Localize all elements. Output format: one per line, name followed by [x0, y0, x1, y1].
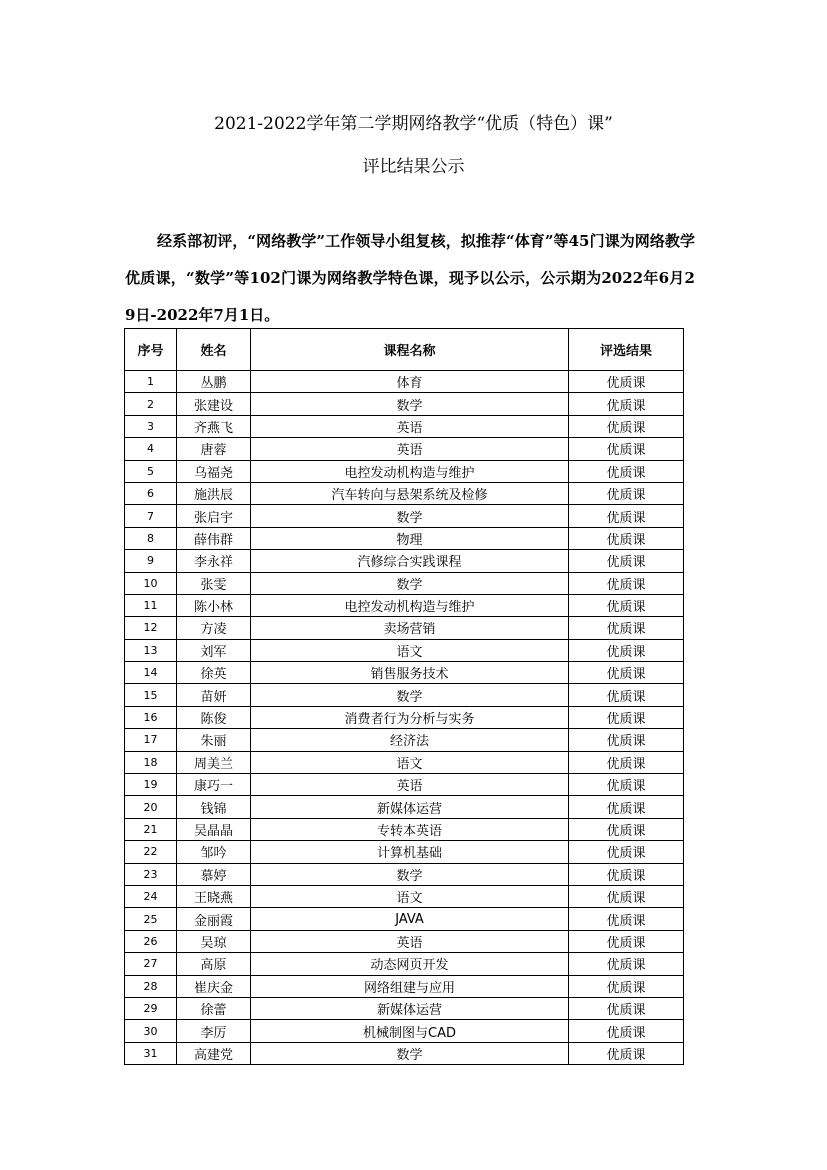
cell-name: 方凌	[177, 617, 251, 639]
cell-result: 优质课	[569, 684, 684, 706]
cell-result: 优质课	[569, 505, 684, 527]
cell-name: 唐蓉	[177, 438, 251, 460]
cell-course: 英语	[251, 415, 569, 437]
cell-course: 网络组建与应用	[251, 975, 569, 997]
table-row	[125, 662, 684, 684]
header-name: 姓名	[177, 329, 251, 371]
cell-name: 薛伟群	[177, 527, 251, 549]
document-title: 2021-2022学年第二学期网络教学“优质（特色）课”	[214, 114, 613, 134]
cell-no: 25	[125, 908, 177, 930]
cell-result: 优质课	[569, 997, 684, 1019]
cell-no: 24	[125, 885, 177, 907]
cell-result: 优质课	[569, 438, 684, 460]
table-row	[125, 706, 684, 728]
cell-result: 优质课	[569, 460, 684, 482]
cell-result: 优质课	[569, 729, 684, 751]
cell-course: 数学	[251, 1042, 569, 1064]
table-row	[125, 393, 684, 415]
cell-course: 数学	[251, 393, 569, 415]
cell-result: 优质课	[569, 1020, 684, 1042]
table-row	[125, 482, 684, 504]
cell-course: 数学	[251, 505, 569, 527]
table-row	[125, 729, 684, 751]
cell-name: 李永祥	[177, 550, 251, 572]
table-row	[125, 438, 684, 460]
cell-course: 英语	[251, 774, 569, 796]
table-row	[125, 908, 684, 930]
cell-course: 英语	[251, 930, 569, 952]
cell-no: 1	[125, 371, 177, 393]
header-course: 课程名称	[251, 329, 569, 371]
cell-result: 优质课	[569, 908, 684, 930]
cell-name: 吴晶晶	[177, 818, 251, 840]
cell-result: 优质课	[569, 796, 684, 818]
table-row	[125, 751, 684, 773]
table-row	[125, 1042, 684, 1064]
cell-no: 14	[125, 662, 177, 684]
table-row	[125, 841, 684, 863]
table-row	[125, 371, 684, 393]
cell-name: 高原	[177, 953, 251, 975]
cell-course: 卖场营销	[251, 617, 569, 639]
cell-name: 刘军	[177, 639, 251, 661]
header-result: 评选结果	[569, 329, 684, 371]
cell-no: 3	[125, 415, 177, 437]
header-no: 序号	[125, 329, 177, 371]
cell-no: 6	[125, 482, 177, 504]
cell-name: 慕婷	[177, 863, 251, 885]
cell-result: 优质课	[569, 371, 684, 393]
cell-course: 消费者行为分析与实务	[251, 706, 569, 728]
cell-no: 30	[125, 1020, 177, 1042]
cell-name: 张雯	[177, 572, 251, 594]
cell-name: 康巧一	[177, 774, 251, 796]
cell-result: 优质课	[569, 617, 684, 639]
cell-result: 优质课	[569, 751, 684, 773]
cell-result: 优质课	[569, 572, 684, 594]
cell-no: 21	[125, 818, 177, 840]
table-row	[125, 639, 684, 661]
cell-no: 5	[125, 460, 177, 482]
cell-no: 7	[125, 505, 177, 527]
cell-course: 电控发动机构造与维护	[251, 594, 569, 616]
cell-course: 计算机基础	[251, 841, 569, 863]
cell-name: 陈俊	[177, 706, 251, 728]
table-row	[125, 684, 684, 706]
cell-no: 19	[125, 774, 177, 796]
cell-course: 数学	[251, 863, 569, 885]
cell-course: 动态网页开发	[251, 953, 569, 975]
cell-result: 优质课	[569, 482, 684, 504]
cell-result: 优质课	[569, 706, 684, 728]
cell-name: 高建党	[177, 1042, 251, 1064]
intro-paragraph: 经系部初评，“网络教学”工作领导小组复核，拟推荐“体育”等45门课为网络教学优质课，“数学”等102门课为网络教学特色课，现予以公示，公示期为2022年6月29日-2022年7月1日。	[125, 232, 695, 324]
cell-no: 17	[125, 729, 177, 751]
cell-course: 数学	[251, 572, 569, 594]
cell-result: 优质课	[569, 863, 684, 885]
cell-result: 优质课	[569, 527, 684, 549]
cell-no: 2	[125, 393, 177, 415]
cell-result: 优质课	[569, 1042, 684, 1064]
table-header-row	[125, 329, 684, 371]
cell-name: 金丽霞	[177, 908, 251, 930]
table-row	[125, 885, 684, 907]
cell-no: 16	[125, 706, 177, 728]
cell-name: 崔庆金	[177, 975, 251, 997]
table-row	[125, 953, 684, 975]
cell-result: 优质课	[569, 975, 684, 997]
table-row	[125, 460, 684, 482]
cell-name: 朱丽	[177, 729, 251, 751]
cell-course: 体育	[251, 371, 569, 393]
cell-result: 优质课	[569, 885, 684, 907]
cell-course: 语文	[251, 639, 569, 661]
cell-no: 15	[125, 684, 177, 706]
cell-result: 优质课	[569, 550, 684, 572]
cell-no: 13	[125, 639, 177, 661]
cell-no: 31	[125, 1042, 177, 1064]
cell-course: 新媒体运营	[251, 997, 569, 1019]
cell-course: 语文	[251, 885, 569, 907]
table-row	[125, 774, 684, 796]
cell-name: 王晓燕	[177, 885, 251, 907]
cell-no: 8	[125, 527, 177, 549]
cell-name: 张启宇	[177, 505, 251, 527]
cell-no: 28	[125, 975, 177, 997]
cell-course: 数学	[251, 684, 569, 706]
cell-course: 汽修综合实践课程	[251, 550, 569, 572]
cell-name: 邹吟	[177, 841, 251, 863]
cell-name: 钱锦	[177, 796, 251, 818]
cell-course: 英语	[251, 438, 569, 460]
document-subtitle: 评比结果公示	[362, 157, 465, 177]
table-row	[125, 594, 684, 616]
cell-name: 张建设	[177, 393, 251, 415]
cell-result: 优质课	[569, 930, 684, 952]
cell-name: 施洪辰	[177, 482, 251, 504]
cell-name: 乌福尧	[177, 460, 251, 482]
table-row	[125, 415, 684, 437]
cell-course: 电控发动机构造与维护	[251, 460, 569, 482]
cell-no: 29	[125, 997, 177, 1019]
cell-result: 优质课	[569, 415, 684, 437]
cell-no: 9	[125, 550, 177, 572]
results-table	[124, 328, 684, 1065]
cell-no: 11	[125, 594, 177, 616]
cell-name: 徐英	[177, 662, 251, 684]
table-row	[125, 818, 684, 840]
table-row	[125, 572, 684, 594]
cell-no: 4	[125, 438, 177, 460]
cell-course: 经济法	[251, 729, 569, 751]
cell-result: 优质课	[569, 818, 684, 840]
cell-no: 18	[125, 751, 177, 773]
table-row	[125, 997, 684, 1019]
table-row	[125, 505, 684, 527]
cell-name: 吴琼	[177, 930, 251, 952]
cell-no: 20	[125, 796, 177, 818]
cell-name: 周美兰	[177, 751, 251, 773]
cell-course: 汽车转向与悬架系统及检修	[251, 482, 569, 504]
table-row	[125, 527, 684, 549]
cell-result: 优质课	[569, 393, 684, 415]
cell-no: 10	[125, 572, 177, 594]
cell-no: 26	[125, 930, 177, 952]
cell-no: 22	[125, 841, 177, 863]
cell-course: 物理	[251, 527, 569, 549]
cell-no: 12	[125, 617, 177, 639]
cell-name: 徐蕾	[177, 997, 251, 1019]
table-row	[125, 796, 684, 818]
table-row	[125, 930, 684, 952]
table-body	[125, 371, 684, 1065]
table-row	[125, 617, 684, 639]
cell-result: 优质课	[569, 639, 684, 661]
cell-result: 优质课	[569, 953, 684, 975]
table-row	[125, 550, 684, 572]
cell-name: 苗妍	[177, 684, 251, 706]
cell-course: 销售服务技术	[251, 662, 569, 684]
table-row	[125, 1020, 684, 1042]
cell-course: 新媒体运营	[251, 796, 569, 818]
cell-name: 丛鹏	[177, 371, 251, 393]
cell-course: 机械制图与CAD	[251, 1020, 569, 1042]
cell-course: 语文	[251, 751, 569, 773]
cell-name: 齐燕飞	[177, 415, 251, 437]
table-row	[125, 863, 684, 885]
cell-name: 李厉	[177, 1020, 251, 1042]
cell-result: 优质课	[569, 841, 684, 863]
cell-no: 27	[125, 953, 177, 975]
cell-result: 优质课	[569, 774, 684, 796]
table-row	[125, 975, 684, 997]
cell-course: 专转本英语	[251, 818, 569, 840]
cell-name: 陈小林	[177, 594, 251, 616]
cell-no: 23	[125, 863, 177, 885]
cell-result: 优质课	[569, 594, 684, 616]
cell-result: 优质课	[569, 662, 684, 684]
cell-course: JAVA	[251, 908, 569, 930]
